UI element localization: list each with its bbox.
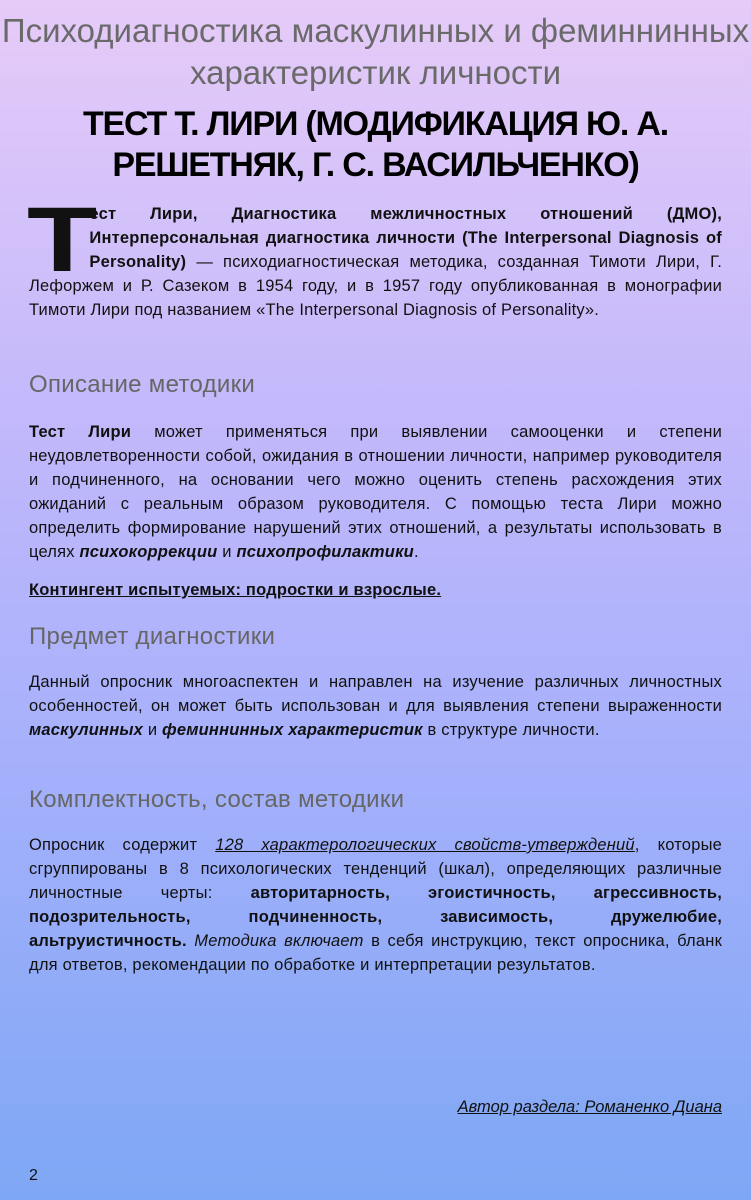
emphasis: маскулинных	[29, 721, 144, 739]
bold-text: Тест Лири	[29, 423, 132, 441]
page-number: 2	[29, 1167, 38, 1184]
text: , которые сгруппированы в 8 психологических тенденций (шкал), определяющих различные личностные черты:	[29, 836, 723, 902]
intro-text: — психодиагностическая методика, созданная Тимоти Лири, Г. Лефоржем и Р. Сазеком в 1954 году, и в 1957 году опубликованная в монографии Тимоти Лири под названием «The Interpersonal Diagnosis of Personality».	[29, 253, 722, 319]
text: в структуре личности.	[422, 721, 600, 739]
section-heading-description: Описание методики	[29, 371, 256, 398]
page-title: Психодиагностика маскулинных и феминнинных характеристик личности	[1, 12, 750, 91]
contingent-text: Контингент испытуемых: подростки и взрослые.	[29, 581, 442, 599]
text: Опросник содержит	[29, 836, 216, 854]
emphasis: феминнинных характеристик	[162, 721, 423, 739]
author-credit: Автор раздела: Романенко Диана	[457, 1098, 722, 1116]
drop-cap: Т	[27, 189, 98, 291]
text: .	[413, 543, 419, 561]
contingent-line	[29, 578, 722, 602]
description-paragraph	[29, 420, 722, 564]
text: Данный опросник многоаспектен и направлен на изучение различных личностных особенностей, он может быть использован и для выявления степени выраженности	[29, 673, 722, 715]
emphasis: Методика включает	[186, 932, 364, 950]
text: может применяться при выявлении самооценки и степени неудовлетворенности собой, ожидания в отношении личности, например руководителя и подчиненного, на основании чего можно оценить степень расхождения этих ожиданий с реальным образом руководителя. С помощью теста Лири можно определить формирование нарушений этих отношений, а результаты использовать в целях	[29, 423, 722, 561]
section-heading-composition: Комплектность, состав методики	[29, 786, 405, 813]
traits-list: авторитарность, эгоистичность, агрессивность, подозрительность, подчиненность, зависимость, дружелюбие, альтруистичность.	[29, 884, 723, 950]
section-heading-subject: Предмет диагностики	[29, 623, 276, 650]
text: и	[143, 721, 163, 739]
emphasis: психокоррекции	[79, 543, 218, 561]
test-title: ТЕСТ Т. ЛИРИ (МОДИФИКАЦИЯ Ю. А. РЕШЕТНЯК, Г. С. ВАСИЛЬЧЕНКО)	[82, 105, 669, 184]
composition-paragraph	[29, 833, 722, 977]
statements-link[interactable]: 128 характерологических свойств-утверждений	[215, 836, 635, 854]
intro-paragraph	[27, 189, 722, 322]
subject-paragraph	[29, 670, 722, 742]
intro-bold: ест Лири, Диагностика межличностных отношений (ДМО), Интерперсональная диагностика личности (The Interpersonal Diagnosis of Personality)	[89, 205, 722, 271]
text: и	[217, 543, 237, 561]
text: в себя инструкцию, текст опросника, бланк для ответов, рекомендации по обработке и интерпретации результатов.	[29, 932, 722, 974]
emphasis: психопрофилактики	[236, 543, 414, 561]
